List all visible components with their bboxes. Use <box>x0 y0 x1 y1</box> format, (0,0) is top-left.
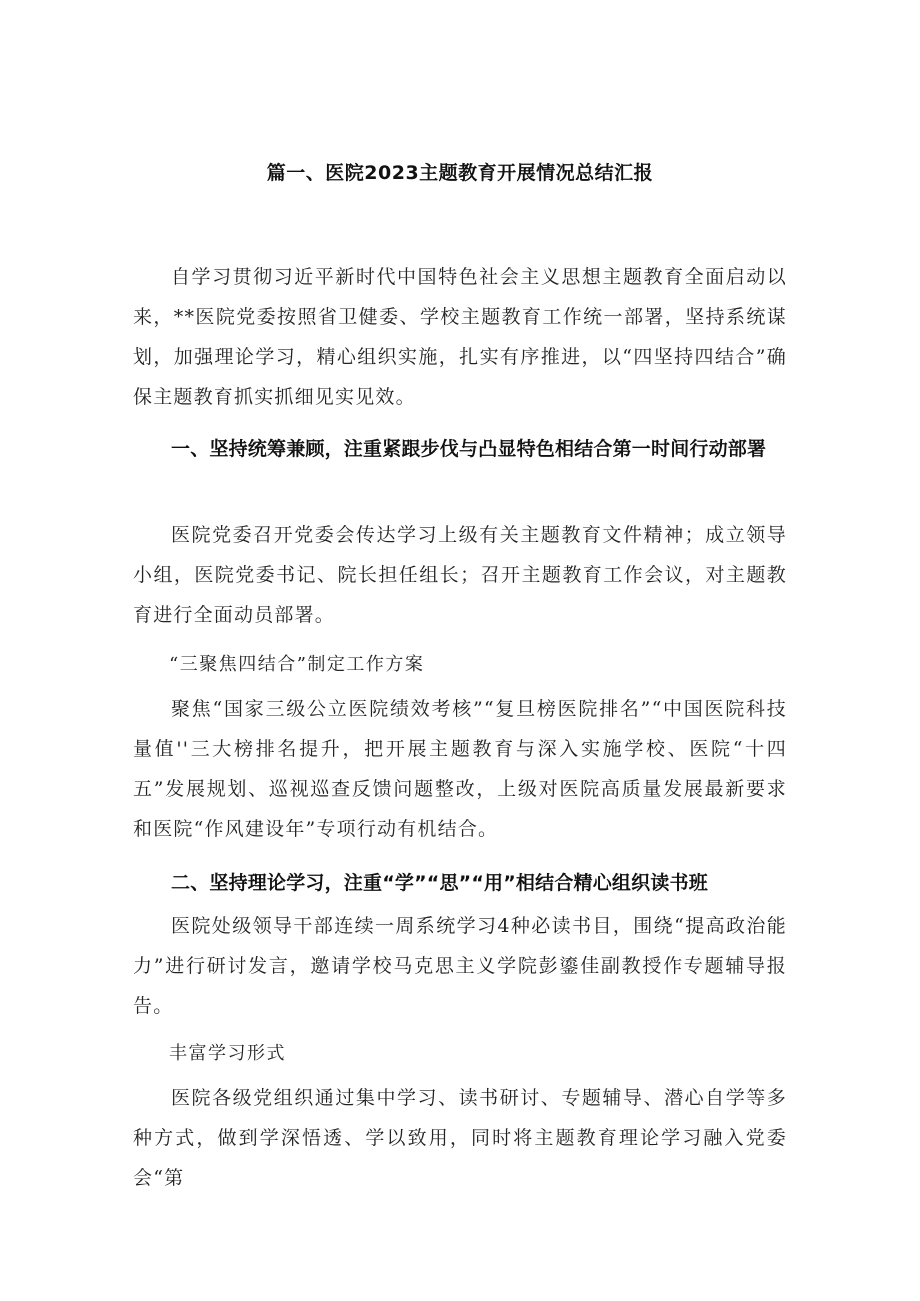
section-2-subheading: 丰富学习形式 <box>169 1043 286 1064</box>
section-1-subheading: “三聚焦四结合”制定工作方案 <box>169 654 425 675</box>
section-2-paragraph-1: 医院处级领导干部连续一周系统学习4种必读书目，围绕“提高政治能力”进行研讨发言，邀请学校马克思主义学院彭鎏佳副教授作专题辅导报告。 <box>133 915 787 1017</box>
section-2-paragraph-2: 医院各级党组织通过集中学习、读书研讨、专题辅导、潜心自学等多种方式，做到学深悟透、学以致用，同时将主题教育理论学习融入党委会“第 <box>133 1087 787 1189</box>
section-1-heading: 一、坚持统筹兼顾，注重紧跟步伐与凸显特色相结合第一时间行动部署 <box>171 438 767 460</box>
intro-paragraph: 自学习贯彻习近平新时代中国特色社会主义思想主题教育全面启动以来，**医院党委按照省卫健委、学校主题教育工作统一部署，坚持系统谋划，加强理论学习，精心组织实施，扎实有序推进，以“四坚持四结合”确保主题教育抓实抓细见实见效。 <box>133 266 787 408</box>
section-1-paragraph-1: 医院党委召开党委会传达学习上级有关主题教育文件精神；成立领导小组，医院党委书记、院长担任组长；召开主题教育工作会议，对主题教育进行全面动员部署。 <box>133 524 787 626</box>
section-1-paragraph-2: 聚焦“国家三级公立医院绩效考核”“复旦榜医院排名”“中国医院科技量值''三大榜排名提升，把开展主题教育与深入实施学校、医院“十四五”发展规划、巡视巡查反馈问题整改，上级对医院高质量发展最新要求和医院“作风建设年”专项行动有机结合。 <box>133 698 787 840</box>
document-title: 篇一、医院2023主题教育开展情况总结汇报 <box>266 162 654 184</box>
section-2-heading: 二、坚持理论学习，注重“学”“思”“用”相结合精心组织读书班 <box>171 872 708 894</box>
